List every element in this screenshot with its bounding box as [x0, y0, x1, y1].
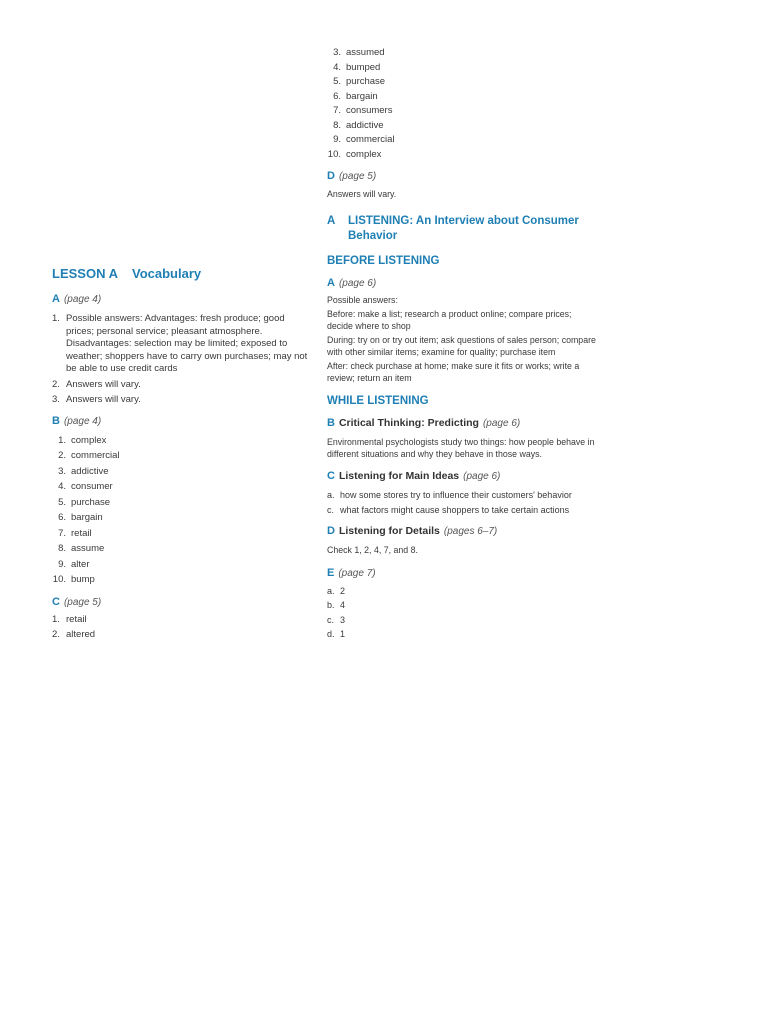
list-item — [52, 479, 310, 495]
page-ref: (page 4) — [63, 294, 102, 305]
list-item — [52, 526, 310, 542]
item-text: purchase — [346, 76, 386, 87]
list-item — [327, 90, 597, 105]
list-item — [327, 133, 597, 148]
item-text: bargain — [71, 512, 103, 523]
section-c2-list — [327, 488, 597, 517]
item-number: 5. — [58, 496, 66, 508]
item-text: addictive — [346, 119, 384, 131]
item-text: 3 — [340, 614, 346, 625]
list-item — [52, 495, 310, 511]
section-letter: C — [52, 595, 60, 608]
item-text: bargain — [346, 90, 378, 102]
section-letter: C — [327, 470, 335, 482]
list-item — [327, 148, 597, 163]
list-item — [327, 46, 597, 61]
list-item — [327, 61, 597, 76]
section-d2-text: Check 1, 2, 4, 7, and 8. — [327, 545, 418, 555]
item-text: addictive — [71, 465, 109, 477]
page-ref: (page 5) — [63, 596, 102, 608]
item-text: bump — [71, 574, 95, 585]
item-letter: a. — [327, 585, 335, 596]
section-e2-list — [327, 584, 597, 642]
after-answer: After: check purchase at home; make sure it fits or works; write a review; return an item — [327, 361, 580, 383]
item-text: commercial — [71, 450, 120, 461]
page-ref: (page 7) — [338, 567, 376, 579]
list-item — [327, 488, 597, 503]
list-item — [327, 104, 597, 119]
item-number: 7. — [333, 105, 341, 116]
section-a-heading — [52, 291, 310, 307]
item-text: bumped — [346, 61, 381, 73]
section-title: Listening for Main Ideas — [338, 470, 460, 482]
list-item — [52, 572, 310, 588]
item-number: 6. — [333, 90, 341, 102]
item-text: 1 — [340, 629, 346, 639]
section-letter: A — [327, 214, 336, 227]
item-text: retail — [71, 527, 92, 539]
section-letter: A — [327, 276, 335, 289]
during-answer: During: try on or try out item; ask questions of sales person; compare with other similar items; examine for quality; purchase item — [327, 335, 596, 357]
item-number: 9. — [58, 558, 66, 570]
lesson-title: Vocabulary — [131, 266, 202, 281]
right-column — [327, 46, 597, 642]
section-letter: D — [327, 170, 335, 182]
item-text: purchase — [71, 496, 111, 508]
list-item — [52, 557, 310, 573]
item-number: 8. — [58, 543, 66, 554]
item-text: 2 — [340, 585, 346, 596]
item-number: 3. — [333, 47, 341, 58]
item-letter: d. — [327, 629, 335, 639]
item-number: 2. — [52, 629, 60, 640]
item-text: what factors might cause shoppers to take certain actions — [340, 504, 570, 515]
list-item — [327, 75, 597, 90]
item-number: 10. — [52, 574, 66, 585]
while-listening-heading: WHILE LISTENING — [327, 395, 429, 407]
item-text: complex — [71, 434, 107, 446]
item-number: 2. — [52, 378, 60, 390]
item-letter: c. — [327, 504, 335, 515]
item-letter: b. — [327, 600, 335, 610]
answers-intro: Possible answers: — [327, 294, 398, 305]
section-letter: A — [52, 293, 60, 305]
section-c-heading — [52, 594, 310, 610]
item-number: 6. — [58, 512, 66, 523]
list-item — [52, 464, 310, 480]
item-text: how some stores try to influence their customers' behavior — [340, 490, 572, 500]
list-item — [52, 379, 310, 392]
list-item — [327, 627, 597, 642]
left-column — [52, 266, 310, 645]
section-d-text: Answers will vary. — [327, 189, 397, 199]
page-ref: (page 5) — [338, 171, 377, 182]
list-item — [52, 433, 310, 449]
item-number: 3. — [52, 394, 60, 405]
page-ref: (pages 6–7) — [443, 526, 498, 537]
before-answer: Before: make a list; research a product online; compare prices; decide where to shop — [327, 309, 572, 331]
item-text: Answers will vary. — [66, 378, 141, 390]
section-letter: B — [327, 417, 335, 429]
item-letter: c. — [327, 614, 335, 625]
list-item — [52, 313, 310, 376]
listening-heading — [327, 214, 597, 244]
item-number: 2. — [58, 450, 66, 461]
section-d2-heading — [327, 523, 597, 539]
list-item — [327, 584, 597, 599]
list-item — [52, 614, 310, 627]
item-number: 1. — [52, 313, 60, 324]
section-title: Listening for Details — [338, 525, 440, 537]
item-text: Possible answers: Advantages: fresh produce; good prices; personal service; pleasant atmosphere. Disadvantages: selection may be limited; exposed to weather; shoppers have to carry own purchases; may not be able to use credit cards — [66, 313, 308, 374]
section-d-heading — [327, 168, 597, 184]
item-text: Answers will vary. — [66, 394, 141, 405]
page-ref: (page 6) — [338, 277, 377, 289]
section-b2-text: Environmental psychologists study two things: how people behave in different situations and why they behave in those ways. — [327, 437, 595, 459]
continued-list — [327, 46, 597, 162]
list-item — [52, 510, 310, 526]
item-number: 7. — [58, 527, 66, 539]
section-letter: E — [327, 566, 335, 579]
list-item — [52, 541, 310, 557]
list-item — [327, 119, 597, 134]
section-c2-heading — [327, 468, 597, 484]
list-item — [52, 448, 310, 464]
item-text: 4 — [340, 600, 346, 610]
section-letter: D — [327, 525, 335, 537]
list-item — [327, 598, 597, 613]
listening-title: LISTENING: An Interview about Consumer Behavior — [348, 214, 579, 242]
item-text: altered — [66, 629, 96, 640]
item-number: 10. — [327, 148, 341, 160]
page-ref: (page 6) — [482, 418, 521, 429]
item-number: 4. — [58, 481, 66, 492]
section-e2-heading — [327, 565, 597, 581]
item-number: 8. — [333, 119, 341, 131]
section-b2-heading — [327, 415, 597, 431]
item-text: consumer — [71, 481, 113, 492]
section-b-heading — [52, 413, 310, 429]
section-b-list — [52, 433, 310, 588]
item-text: assume — [71, 543, 105, 554]
before-listening-heading: BEFORE LISTENING — [327, 254, 440, 267]
section-a2-heading — [327, 275, 597, 291]
list-item — [327, 613, 597, 628]
lesson-heading — [52, 266, 310, 281]
item-letter: a. — [327, 490, 335, 500]
item-number: 1. — [52, 613, 60, 625]
item-number: 3. — [58, 465, 66, 477]
item-text: retail — [66, 613, 87, 625]
page-ref: (page 4) — [63, 415, 102, 427]
item-number: 5. — [333, 76, 341, 87]
section-c-list — [52, 614, 310, 642]
lesson-label: LESSON A — [52, 266, 118, 281]
item-text: assumed — [346, 47, 385, 58]
section-letter: B — [52, 414, 60, 427]
item-text: complex — [346, 148, 382, 160]
list-item — [327, 503, 597, 518]
list-item — [52, 629, 310, 642]
item-number: 4. — [333, 61, 341, 73]
page-ref: (page 6) — [463, 471, 501, 482]
list-item — [52, 394, 310, 407]
item-number: 1. — [58, 434, 66, 446]
item-text: alter — [71, 558, 90, 570]
item-number: 9. — [333, 134, 341, 145]
item-text: consumers — [346, 105, 393, 116]
item-text: commercial — [346, 134, 395, 145]
section-a-list — [52, 313, 310, 407]
section-title: Critical Thinking: Predicting — [338, 417, 479, 429]
